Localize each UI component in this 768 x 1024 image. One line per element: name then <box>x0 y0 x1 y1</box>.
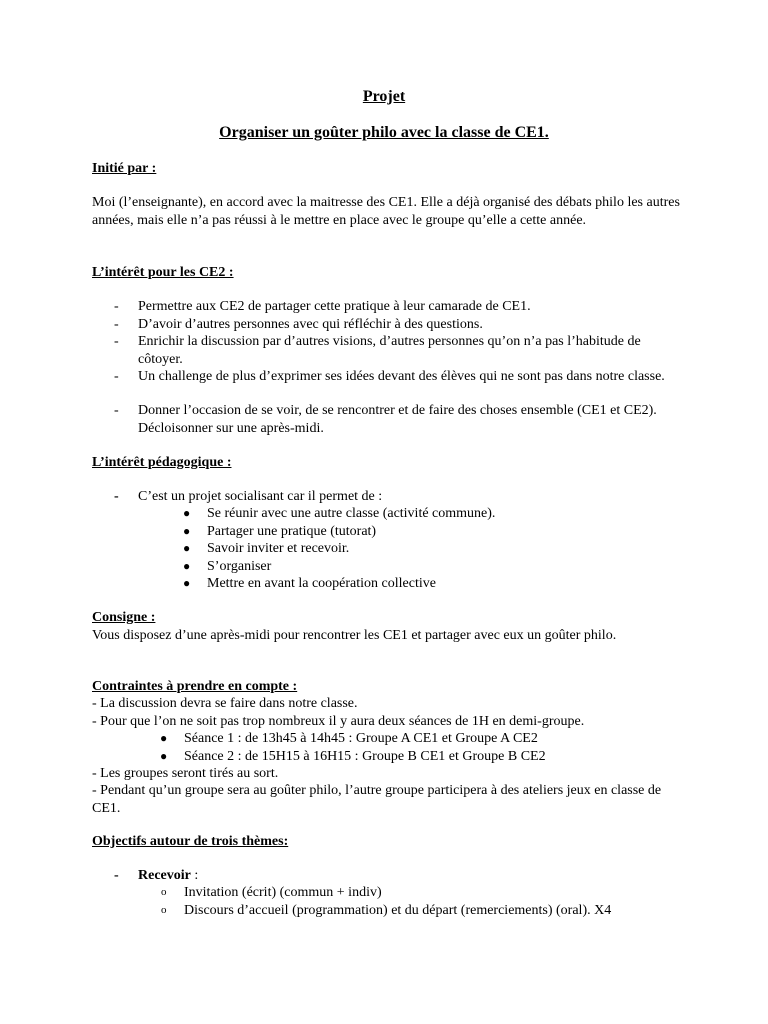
seance-item <box>92 730 682 748</box>
section-heading-initie: Initié par : <box>92 161 157 176</box>
bullet-item <box>92 558 682 576</box>
constraint-line: - Les groupes seront tirés au sort. <box>92 766 279 781</box>
list-item-text: Donner l’occasion de se voir, de se rencontrer et de faire des choses ensemble (CE1 et CE2). Décloisonner sur une après-midi. <box>138 403 657 436</box>
bullet-text: Mettre en avant la coopération collective <box>207 576 436 591</box>
constraint-line: - Pour que l’on ne soit pas trop nombreux il y aura deux séances de 1H en demi-groupe. <box>92 713 585 729</box>
list-item-text <box>138 867 682 885</box>
recevoir-label: Recevoir <box>138 868 191 883</box>
list-item <box>92 368 682 386</box>
bullet-item <box>92 540 682 558</box>
consigne-paragraph: Vous disposez d’une après-midi pour rencontrer les CE1 et partager avec eux un goûter philo. <box>92 628 617 643</box>
dash-marker: - <box>114 299 119 314</box>
list-item-text: Enrichir la discussion par d’autres visions, d’autres personnes qu’on n’a pas l’habitude de côtoyer. <box>138 334 641 367</box>
bullet-icon: ● <box>183 523 191 538</box>
recevoir-suffix: : <box>190 868 199 883</box>
bullet-icon: ● <box>183 558 191 573</box>
section-heading-contraintes: Contraintes à prendre en compte : <box>92 679 298 694</box>
list-item-text: Permettre aux CE2 de partager cette pratique à leur camarade de CE1. <box>138 299 531 314</box>
bullet-item <box>92 575 682 593</box>
page-subtitle: Organiser un goûter philo avec la classe de CE1. <box>219 124 549 141</box>
seance-text: Séance 2 : de 15H15 à 16H15 : Groupe B CE1 et Groupe B CE2 <box>184 748 546 764</box>
section-heading-consigne: Consigne : <box>92 610 156 625</box>
bullet-icon: ● <box>183 576 191 590</box>
bullet-text: S’organiser <box>207 558 272 574</box>
sub-list-item-text: Invitation (écrit) (commun + indiv) <box>184 885 382 900</box>
dash-marker: - <box>114 369 119 384</box>
sub-list-item <box>92 884 682 902</box>
section-heading-interet-ce2: L’intérêt pour les CE2 : <box>92 265 234 280</box>
list-item-text: D’avoir d’autres personnes avec qui réfléchir à des questions. <box>138 316 483 332</box>
circle-bullet-icon: o <box>161 886 167 898</box>
bullet-icon: ● <box>160 731 168 745</box>
bullet-item <box>92 523 682 541</box>
dash-marker: - <box>114 403 119 418</box>
section-heading-interet-pedagogique: L’intérêt pédagogique : <box>92 455 232 470</box>
bullet-icon: ● <box>183 541 191 555</box>
section-heading-objectifs: Objectifs autour de trois thèmes: <box>92 834 289 849</box>
list-item <box>92 488 682 506</box>
list-item-text: C’est un projet socialisant car il permet de : <box>138 489 383 504</box>
bullet-text: Savoir inviter et recevoir. <box>207 541 350 556</box>
seance-item <box>92 748 682 766</box>
dash-marker: - <box>114 489 119 504</box>
bullet-icon: ● <box>160 748 168 763</box>
bullet-text: Se réunir avec une autre classe (activité commune). <box>207 506 496 521</box>
list-item <box>92 298 682 316</box>
seance-text: Séance 1 : de 13h45 à 14h45 : Groupe A CE1 et Groupe A CE2 <box>184 731 538 746</box>
constraint-line: - La discussion devra se faire dans notre classe. <box>92 696 358 711</box>
bullet-icon: ● <box>183 506 191 520</box>
sub-list-item <box>92 902 682 920</box>
bullet-text: Partager une pratique (tutorat) <box>207 523 377 539</box>
dash-marker: - <box>114 334 119 349</box>
circle-bullet-icon: o <box>161 904 167 916</box>
bullet-item <box>92 505 682 523</box>
dash-marker: - <box>114 316 119 332</box>
dash-marker: - <box>114 868 119 883</box>
constraint-line: - Pendant qu’un groupe sera au goûter philo, l’autre groupe participera à des ateliers jeux en classe de CE1. <box>92 783 662 816</box>
list-item <box>92 316 682 334</box>
list-item-text: Un challenge de plus d’exprimer ses idées devant des élèves qui ne sont pas dans notre classe. <box>138 369 665 384</box>
list-item <box>92 402 682 437</box>
page-title: Projet <box>362 88 406 105</box>
sub-list-item-text: Discours d’accueil (programmation) et du départ (remerciements) (oral). X4 <box>184 903 612 918</box>
list-item <box>92 333 682 368</box>
list-item <box>92 867 682 885</box>
initie-paragraph: Moi (l’enseignante), en accord avec la maitresse des CE1. Elle a déjà organisé des débats philo les autres années, mais elle n’a pas réussi à le mettre en place avec le groupe qu’elle a cette année. <box>92 195 680 228</box>
